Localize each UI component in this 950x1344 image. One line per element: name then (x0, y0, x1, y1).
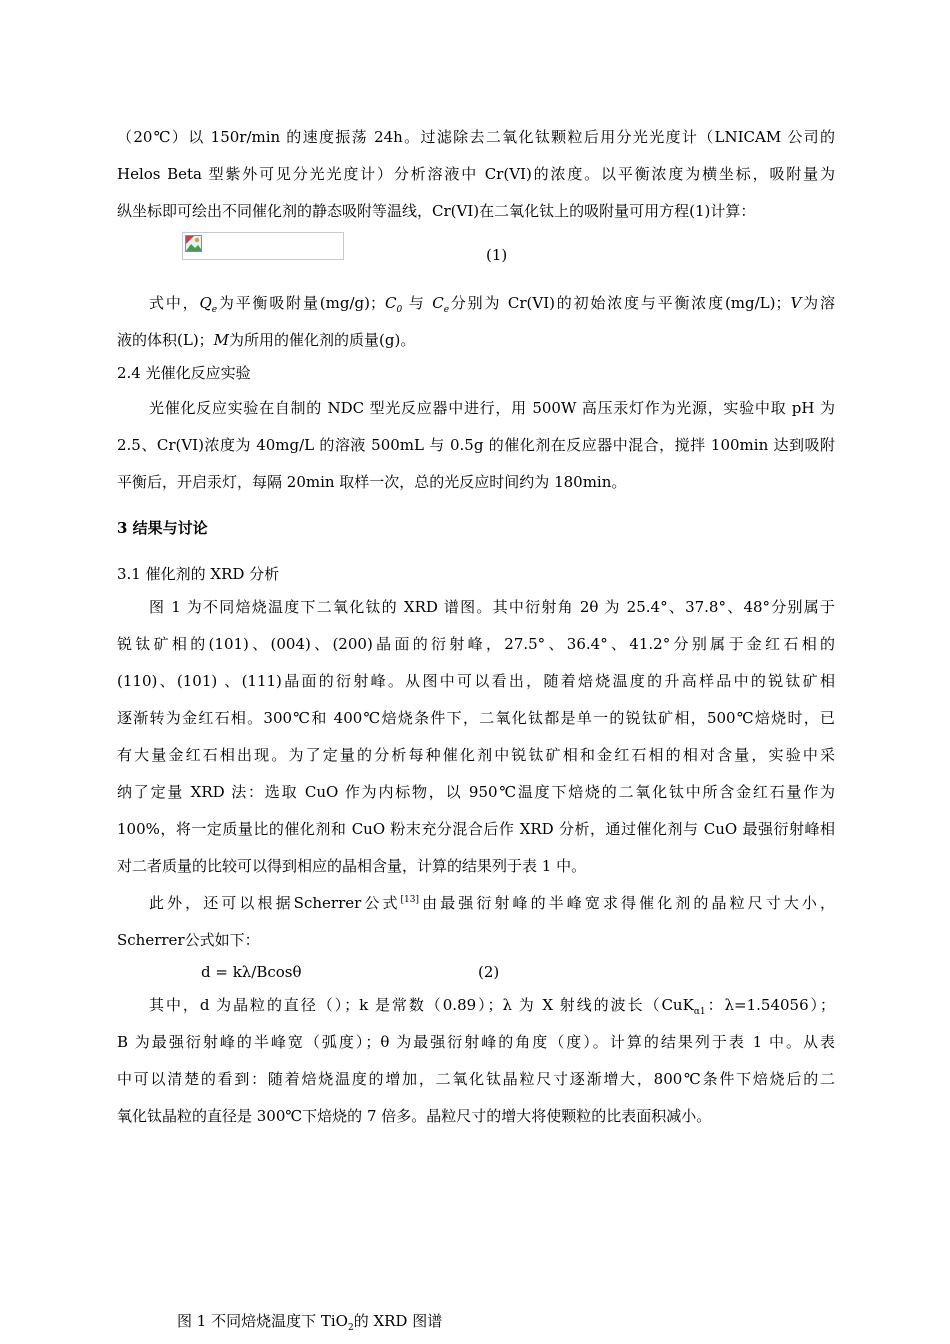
section-heading: 3 结果与讨论 (117, 519, 208, 537)
equation-2: d = kλ/Bcosθ (201, 963, 302, 981)
body-text-line: 100%，将一定质量比的催化剂和 CuO 粉末充分混合后作 XRD 分析，通过催化剂与 CuO 最强衍射峰相 (117, 820, 835, 838)
section-heading: 3.1 催化剂的 XRD 分析 (117, 565, 280, 583)
body-text-line: 氧化钛晶粒的直径是 300℃下焙烧的 7 倍多。晶粒尺寸的增大将使颗粒的比表面积减小。 (117, 1107, 712, 1125)
body-text-line: 光催化反应实验在自制的 NDC 型光反应器中进行，用 500W 高压汞灯作为光源，实验中取 pH 为 (149, 399, 835, 417)
broken-image-icon (185, 235, 202, 252)
body-text-line: Helos Beta 型紫外可见分光光度计）分析溶液中 Cr(VI)的浓度。以平衡浓度为横坐标，吸附量为 (117, 165, 835, 183)
body-text-line: 液的体积(L)；M为所用的催化剂的质量(g)。 (117, 331, 416, 349)
body-text-line: 纵坐标即可绘出不同催化剂的静态吸附等温线，Cr(VI)在二氧化钛上的吸附量可用方程(1)计算： (117, 202, 756, 220)
citation-ref: [13] (400, 895, 420, 905)
body-text-line: 锐钛矿相的(101)、(004)、(200)晶面的衍射峰，27.5°、36.4°、41.2°分别属于金红石相的 (117, 635, 835, 653)
body-text-line: 纳了定量 XRD 法：选取 CuO 作为内标物，以 950℃温度下焙烧的二氧化钛中所含金红石量作为 (117, 783, 835, 801)
body-text-line: (110)、(101) 、(111)晶面的衍射峰。从图中可以看出，随着焙烧温度的升高样品中的锐钛矿相 (117, 672, 835, 690)
body-text-line: 图 1 为不同焙烧温度下二氧化钛的 XRD 谱图。其中衍射角 2θ 为 25.4°、37.8°、48°分别属于 (149, 598, 835, 616)
body-text-line: 平衡后，开启汞灯，每隔 20min 取样一次，总的光反应时间约为 180min。 (117, 473, 627, 491)
body-text-line: 逐渐转为金红石相。300℃和 400℃焙烧条件下，二氧化钛都是单一的锐钛矿相，500℃焙烧时，已 (117, 709, 835, 727)
equation-2-label: (2) (478, 963, 500, 981)
body-text-line: Scherrer公式如下： (117, 931, 260, 949)
body-text-line: 式中，$Q_e$为平衡吸附量(mg/g)；$C_0$ 与 $C_e$分别为 Cr(VI)的初始浓度与平衡浓度(mg/L)；V为溶 (149, 294, 835, 315)
body-text-line: （20℃）以 150r/min 的速度振荡 24h。过滤除去二氧化钛颗粒后用分光光度计（LNICAM 公司的 (117, 128, 835, 146)
section-heading: 2.4 光催化反应实验 (117, 364, 251, 382)
equation-1-image (182, 232, 344, 260)
equation-1-label: (1) (486, 246, 508, 264)
body-text-line: 此外，还可以根据Scherrer公式[13]由最强衍射峰的半峰宽求得催化剂的晶粒尺寸大小， (149, 894, 835, 912)
body-text-line: 中可以清楚的看到：随着焙烧温度的增加，二氧化钛晶粒尺寸逐渐增大，800℃条件下焙烧后的二 (117, 1070, 835, 1088)
body-text-line: 2.5、Cr(VI)浓度为 40mg/L 的溶液 500mL 与 0.5g 的催化剂在反应器中混合，搅拌 100min 达到吸附 (117, 436, 835, 454)
body-text-line: 其中，d 为晶粒的直径（）；k 是常数（0.89）；λ 为 X 射线的波长（CuK$_{\alpha 1}$：λ=1.54056）； (149, 996, 836, 1017)
body-text-line: 对二者质量的比较可以得到相应的晶相含量，计算的结果列于表 1 中。 (117, 857, 587, 875)
body-text-line: B 为最强衍射峰的半峰宽（弧度）；θ 为最强衍射峰的角度（度）。计算的结果列于表 1 中。从表 (117, 1033, 835, 1051)
body-text-line: 有大量金红石相出现。为了定量的分析每种催化剂中锐钛矿相和金红石相的相对含量，实验中采 (117, 746, 835, 764)
figure-caption: 图 1 不同焙烧温度下 TiO$_2$的 XRD 图谱 (177, 1312, 443, 1333)
